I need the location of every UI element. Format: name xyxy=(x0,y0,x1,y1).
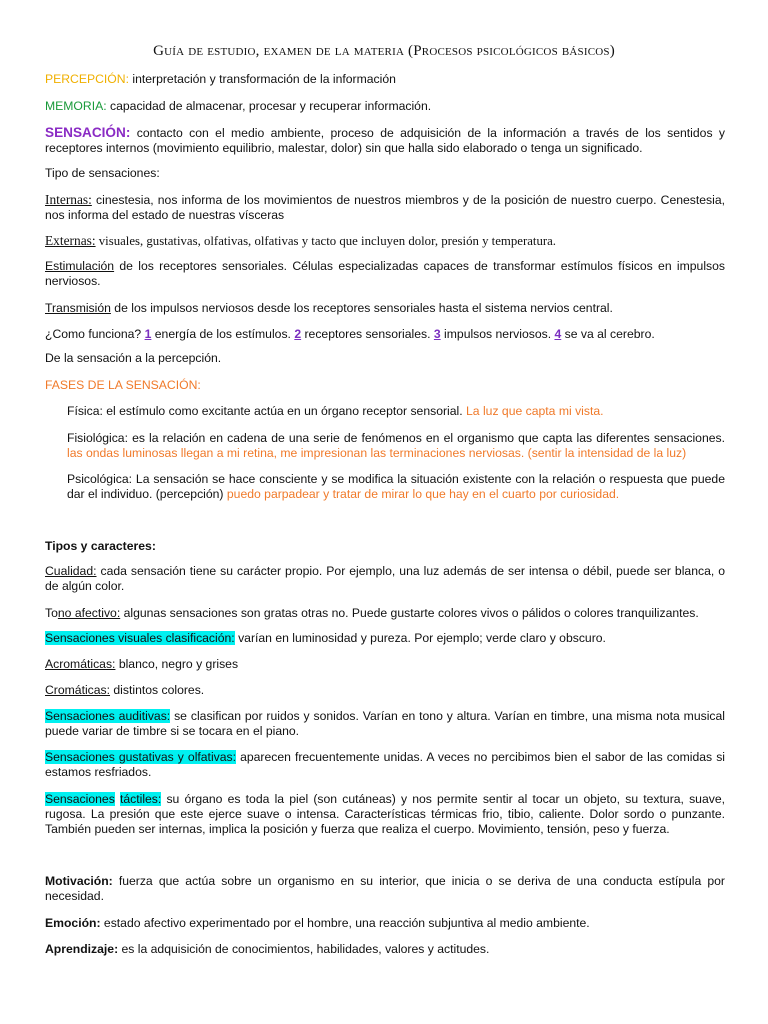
def-cualidad-text: cada sensación tiene su carácter propio. Por ejemplo, una luz además de ser intensa o débil, puede ser blanca, o de algún color. xyxy=(45,564,725,593)
fase-fisiologica xyxy=(67,431,725,461)
example-fisica: La luz que capta mi vista. xyxy=(466,404,604,418)
def-emocion-text: estado afectivo experimentado por el hombre, una reacción subjuntiva al medio ambiente. xyxy=(100,916,590,930)
term-tono-afectivo: no afectivo: xyxy=(57,606,121,620)
term-tactiles-1: Sensaciones xyxy=(45,792,115,806)
term-tono-prefix: To xyxy=(45,606,58,620)
heading-tipos-caracteres: Tipos y caracteres: xyxy=(45,539,156,553)
step-number-3: 3 xyxy=(433,327,441,341)
def-tactiles xyxy=(45,792,725,837)
def-sensacion-text: contacto con el medio ambiente, proceso de adquisición de la información a través de los sentidos y receptores internos (movimiento equilibrio, malestar, dolor) sin que halla sido elaborado o tenga un significado. xyxy=(45,126,725,155)
term-auditivas: Sensaciones auditivas: xyxy=(45,709,171,723)
def-externas-text: visuales, gustativas, olfativas, olfativas y tacto que incluyen dolor, presión y temperatura. xyxy=(95,234,556,248)
heading-tipo-sensaciones: Tipo de sensaciones: xyxy=(45,166,160,180)
def-internas-text: cinestesia, nos informa de los movimientos de nuestros miembros y de la posición de nuestro cuerpo. Cenestesia, nos informa del estado de nuestras vísceras xyxy=(45,193,725,222)
def-memoria xyxy=(45,99,725,114)
def-externas xyxy=(45,233,725,249)
def-cualidad xyxy=(45,564,725,594)
fase-psicologica xyxy=(67,472,725,502)
def-cromaticas xyxy=(45,683,725,698)
term-fisiologica: Fisiológica: xyxy=(67,431,128,445)
def-cromaticas-text: distintos colores. xyxy=(110,683,205,697)
step-text-4: se va al cerebro. xyxy=(561,327,655,341)
example-fisiologica: las ondas luminosas llegan a mi retina, me impresionan las terminaciones nerviosas. (sentir la intensidad de la luz) xyxy=(67,446,687,460)
def-internas xyxy=(45,192,725,223)
term-sensacion: SENSACIÓN: xyxy=(45,125,131,140)
term-cualidad: Cualidad: xyxy=(45,564,97,578)
def-motivacion xyxy=(45,874,725,904)
def-aprendizaje-text: es la adquisición de conocimientos, habilidades, valores y actitudes. xyxy=(118,942,490,956)
fase-fisica xyxy=(67,404,725,419)
term-internas: Internas: xyxy=(45,192,92,207)
def-visuales-text: varían en luminosidad y pureza. Por ejemplo; verde claro y obscuro. xyxy=(234,631,606,645)
term-memoria: MEMORIA: xyxy=(45,99,107,113)
term-percepcion: PERCEPCIÓN: xyxy=(45,72,129,86)
de-la-sensacion: De la sensación a la percepción. xyxy=(45,351,222,365)
def-motivacion-text: fuerza que actúa sobre un organismo en su interior, que inicia o se deriva de una conducta estípula por necesidad. xyxy=(45,874,725,903)
term-cromaticas: Cromáticas: xyxy=(45,683,111,697)
term-visuales: Sensaciones visuales clasificación: xyxy=(45,631,235,645)
term-fisica: Física: xyxy=(67,404,103,418)
heading-fases: FASES DE LA SENSACIÓN: xyxy=(45,378,201,392)
term-aprendizaje: Aprendizaje: xyxy=(45,942,119,956)
fase-fisica-text: el estímulo como excitante actúa en un órgano receptor sensorial. xyxy=(102,404,467,418)
def-gustativas-text: aparecen frecuentemente unidas. A veces no percibimos bien el sabor de las comidas si estamos resfriados. xyxy=(45,750,725,779)
def-transmision xyxy=(45,301,725,316)
def-gustativas xyxy=(45,750,725,780)
def-percepcion-text: interpretación y transformación de la información xyxy=(128,72,396,86)
term-motivacion: Motivación: xyxy=(45,874,113,888)
def-aprendizaje xyxy=(45,942,725,957)
def-tono-afectivo xyxy=(45,606,725,621)
term-acromaticas: Acromáticas: xyxy=(45,657,116,671)
step-number-2: 2 xyxy=(294,327,302,341)
def-emocion xyxy=(45,916,725,931)
term-externas: Externas: xyxy=(45,233,96,248)
def-memoria-text: capacidad de almacenar, procesar y recuperar información. xyxy=(106,99,432,113)
term-estimulacion: Estimulación xyxy=(45,259,115,273)
def-percepcion xyxy=(45,72,725,87)
como-funciona xyxy=(45,327,725,342)
term-tactiles-2: táctiles: xyxy=(119,792,162,806)
step-text-2: receptores sensoriales. xyxy=(301,327,434,341)
page-title: Guía de estudio, examen de la materia (Procesos psicológicos básicos) xyxy=(153,43,615,59)
def-auditivas xyxy=(45,709,725,739)
def-auditivas-text: se clasifican por ruidos y sonidos. Varían en tono y altura. Varían en timbre, una misma nota musical puede variar de timbre si se tocara en el piano. xyxy=(45,709,725,738)
def-tono-text: algunas sensaciones son gratas otras no. Puede gustarte colores vivos o pálidos o colores tranquilizantes. xyxy=(120,606,699,620)
step-number-4: 4 xyxy=(554,327,562,341)
term-transmision: Transmisión xyxy=(45,301,111,315)
fase-fisiologica-text: es la relación en cadena de una serie de fenómenos en el organismo que capta las diferentes sensaciones. xyxy=(127,431,725,445)
def-sensacion xyxy=(45,125,725,156)
term-psicologica: Psicológica: xyxy=(67,472,133,486)
example-psicologica: puedo parpadear y tratar de mirar lo que hay en el cuarto por curiosidad. xyxy=(226,487,620,501)
term-gustativas: Sensaciones gustativas y olfativas: xyxy=(45,750,237,764)
def-visuales xyxy=(45,631,725,646)
fase-psicologica-text: La sensación se hace consciente y se modifica la situación existente con la relación o respuesta que puede dar el individuo. (percepción) xyxy=(67,472,725,501)
como-funciona-question: ¿Como funciona? xyxy=(45,327,145,341)
def-acromaticas-text: blanco, negro y grises xyxy=(115,657,239,671)
step-text-1: energía de los estímulos. xyxy=(151,327,295,341)
term-emocion: Emoción: xyxy=(45,916,101,930)
def-acromaticas xyxy=(45,657,725,672)
step-text-3: impulsos nerviosos. xyxy=(440,327,555,341)
def-tactiles-text: su órgano es toda la piel (son cutáneas) y nos permite sentir al tocar un objeto, su textura, suave, rugosa. La presión que este ejerce suave o intensa. Características térmicas frio, tibio, caliente. Dolor sordo o punzante. También pueden ser internas, implica la posición y fuerza que realiza el cuerpo. Movimiento, tensión, peso y fuerza. xyxy=(45,792,725,836)
def-transmision-text: de los impulsos nerviosos desde los receptores sensoriales hasta el sistema nervios central. xyxy=(110,301,613,315)
def-estimulacion xyxy=(45,259,725,289)
def-estimulacion-text: de los receptores sensoriales. Células especializadas capaces de transformar estímulos físicos en impulsos nerviosos. xyxy=(45,259,725,288)
step-number-1: 1 xyxy=(144,327,152,341)
